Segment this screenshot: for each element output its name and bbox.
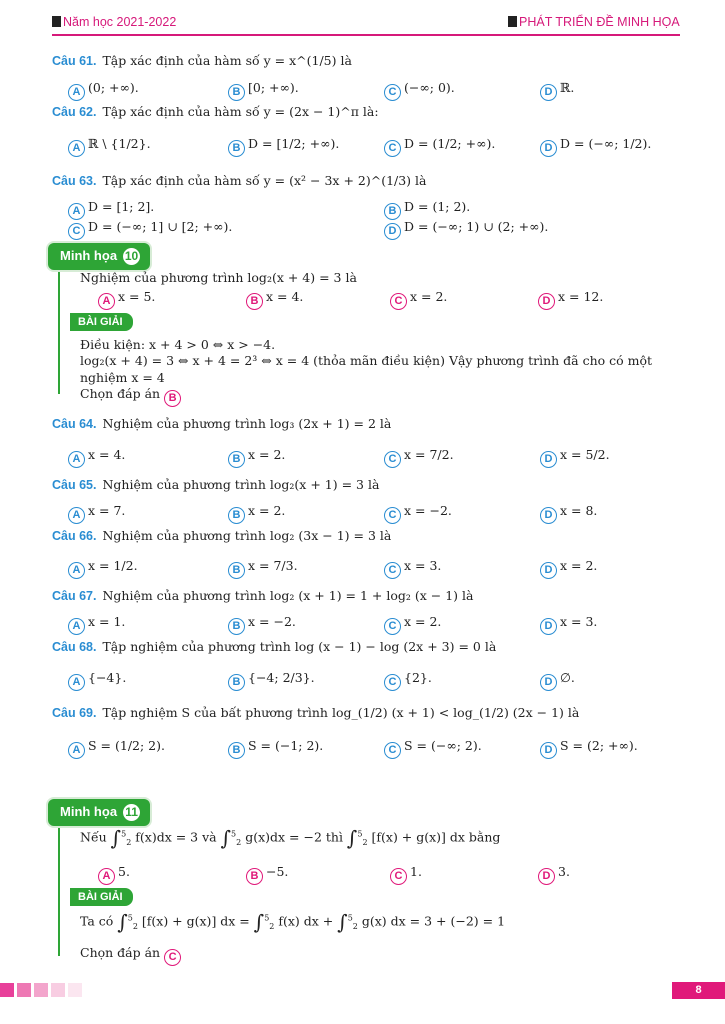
mh10-option-b[interactable]: B x = 4. <box>246 289 303 310</box>
mh11-solution-line: Ta có ∫$^5_2$ [f(x) + g(x)] dx = ∫$^5_2$ f(x) dx + ∫$^5_2$ g(x) dx = 3 + (−2) = 1 <box>80 910 506 934</box>
solution-label-10: BÀI GIẢI <box>70 313 133 331</box>
integral-sign: ∫ <box>117 910 128 934</box>
q61-option-b[interactable]: B [0; +∞). <box>228 80 299 101</box>
question-68: Câu 68. Tập nghiệm của phương trình log (x − 1) − log (2x + 3) = 0 là <box>52 639 497 654</box>
mh11-option-d[interactable]: D 3. <box>538 864 570 885</box>
q65-option-d[interactable]: D x = 8. <box>540 503 597 524</box>
question-66: Câu 66. Nghiệm của phương trình log₂ (3x − 1) = 3 là <box>52 528 392 543</box>
q67-option-d[interactable]: D x = 3. <box>540 614 597 635</box>
q61-option-d[interactable]: D ℝ. <box>540 80 574 101</box>
q69-option-c[interactable]: C S = (−∞; 2). <box>384 738 482 759</box>
minh-hoa-10-question: Nghiệm của phương trình log₂(x + 4) = 3 là <box>80 270 357 285</box>
question-67: Câu 67. Nghiệm của phương trình log₂ (x + 1) = 1 + log₂ (x − 1) là <box>52 588 474 603</box>
q62-option-c[interactable]: C D = (1/2; +∞). <box>384 136 495 157</box>
q67-option-b[interactable]: B x = −2. <box>228 614 296 635</box>
solution-label-11: BÀI GIẢI <box>70 888 133 906</box>
q68-option-a[interactable]: A {−4}. <box>68 670 126 691</box>
q69-option-b[interactable]: B S = (−1; 2). <box>228 738 323 759</box>
q62-option-b[interactable]: B D = [1/2; +∞). <box>228 136 339 157</box>
mh11-option-a[interactable]: A 5. <box>98 864 130 885</box>
header-divider <box>52 34 680 36</box>
q64-option-a[interactable]: A x = 4. <box>68 447 125 468</box>
footer-square <box>34 983 48 997</box>
q68-option-b[interactable]: B {−4; 2/3}. <box>228 670 315 691</box>
integral-sign: ∫ <box>110 826 122 850</box>
q64-option-c[interactable]: C x = 7/2. <box>384 447 454 468</box>
minh-hoa-11-tag: Minh họa 11 <box>48 799 150 826</box>
q68-option-c[interactable]: C {2}. <box>384 670 432 691</box>
header-left: Năm học 2021-2022 <box>52 15 176 29</box>
mh11-answer: Chọn đáp án C <box>80 945 184 966</box>
mh10-option-c[interactable]: C x = 2. <box>390 289 447 310</box>
mh10-option-d[interactable]: D x = 12. <box>538 289 603 310</box>
question-65: Câu 65. Nghiệm của phương trình log₂(x + 1) = 3 là <box>52 477 380 492</box>
q63-option-d[interactable]: D D = (−∞; 1) ∪ (2; +∞). <box>384 219 548 240</box>
q64-option-b[interactable]: B x = 2. <box>228 447 285 468</box>
q65-option-b[interactable]: B x = 2. <box>228 503 285 524</box>
q63-option-b[interactable]: B D = (1; 2). <box>384 199 470 220</box>
header-right: PHÁT TRIỂN ĐỀ MINH HỌA <box>508 15 680 29</box>
mh10-solution-line-3: nghiệm x = 4 <box>80 370 165 385</box>
footer-square <box>68 983 82 997</box>
q69-option-d[interactable]: D S = (2; +∞). <box>540 738 638 759</box>
question-63: Câu 63. Tập xác định của hàm số y = (x² − 3x + 2)^(1/3) là <box>52 173 427 188</box>
q68-option-d[interactable]: D ∅. <box>540 670 575 691</box>
q66-option-d[interactable]: D x = 2. <box>540 558 597 579</box>
q66-option-b[interactable]: B x = 7/3. <box>228 558 298 579</box>
integral-sign: ∫ <box>220 826 232 850</box>
integral-sign: ∫ <box>253 910 265 934</box>
q61-option-c[interactable]: C (−∞; 0). <box>384 80 455 101</box>
integral-sign: ∫ <box>337 910 348 934</box>
mh11-option-c[interactable]: C 1. <box>390 864 422 885</box>
mh10-solution-line-2: log₂(x + 4) = 3 ⇔ x + 4 = 2³ ⇔ x = 4 (thỏa mãn điều kiện) Vậy phương trình đã cho có một <box>80 353 653 368</box>
question-64: Câu 64. Nghiệm của phương trình log₃ (2x + 1) = 2 là <box>52 416 392 431</box>
mh10-option-a[interactable]: A x = 5. <box>98 289 155 310</box>
question-69: Câu 69. Tập nghiệm S của bất phương trình log_(1/2) (x + 1) < log_(1/2) (2x − 1) là <box>52 705 580 720</box>
q67-option-a[interactable]: A x = 1. <box>68 614 125 635</box>
mh10-solution-line-1: Điều kiện: x + 4 > 0 ⇔ x > −4. <box>80 337 276 352</box>
q65-option-a[interactable]: A x = 7. <box>68 503 125 524</box>
document-icon <box>52 16 61 27</box>
integral-sign: ∫ <box>346 826 358 850</box>
footer-square <box>17 983 31 997</box>
footer-square <box>51 983 65 997</box>
q63-option-c[interactable]: C D = (−∞; 1] ∪ [2; +∞). <box>68 219 232 240</box>
mh10-answer: Chọn đáp án B <box>80 386 184 407</box>
minh-hoa-11-question: Nếu ∫$^5_2$ f(x)dx = 3 và ∫$^5_2$ g(x)dx = −2 thì ∫$^5_2$ [f(x) + g(x)] dx bằng <box>80 826 501 850</box>
question-62: Câu 62. Tập xác định của hàm số y = (2x − 1)^π là: <box>52 104 379 119</box>
question-61: Câu 61. Tập xác định của hàm số y = x^(1/5) là <box>52 53 352 68</box>
q63-option-a[interactable]: A D = [1; 2]. <box>68 199 154 220</box>
q61-option-a[interactable]: A (0; +∞). <box>68 80 139 101</box>
q66-option-c[interactable]: C x = 3. <box>384 558 441 579</box>
q66-option-a[interactable]: A x = 1/2. <box>68 558 138 579</box>
document-icon <box>508 16 517 27</box>
minh-hoa-11-bar <box>58 818 60 956</box>
minh-hoa-10-tag: Minh họa 10 <box>48 243 150 270</box>
page-number: 8 <box>672 982 725 999</box>
minh-hoa-10-bar <box>58 262 60 394</box>
q64-option-d[interactable]: D x = 5/2. <box>540 447 610 468</box>
footer-square <box>0 983 14 997</box>
q69-option-a[interactable]: A S = (1/2; 2). <box>68 738 165 759</box>
q67-option-c[interactable]: C x = 2. <box>384 614 441 635</box>
answer-badge: C <box>164 949 181 966</box>
mh11-option-b[interactable]: B −5. <box>246 864 288 885</box>
answer-badge: B <box>164 390 181 407</box>
q65-option-c[interactable]: C x = −2. <box>384 503 452 524</box>
q62-option-a[interactable]: A ℝ \ {1/2}. <box>68 136 151 157</box>
q62-option-d[interactable]: D D = (−∞; 1/2). <box>540 136 651 157</box>
